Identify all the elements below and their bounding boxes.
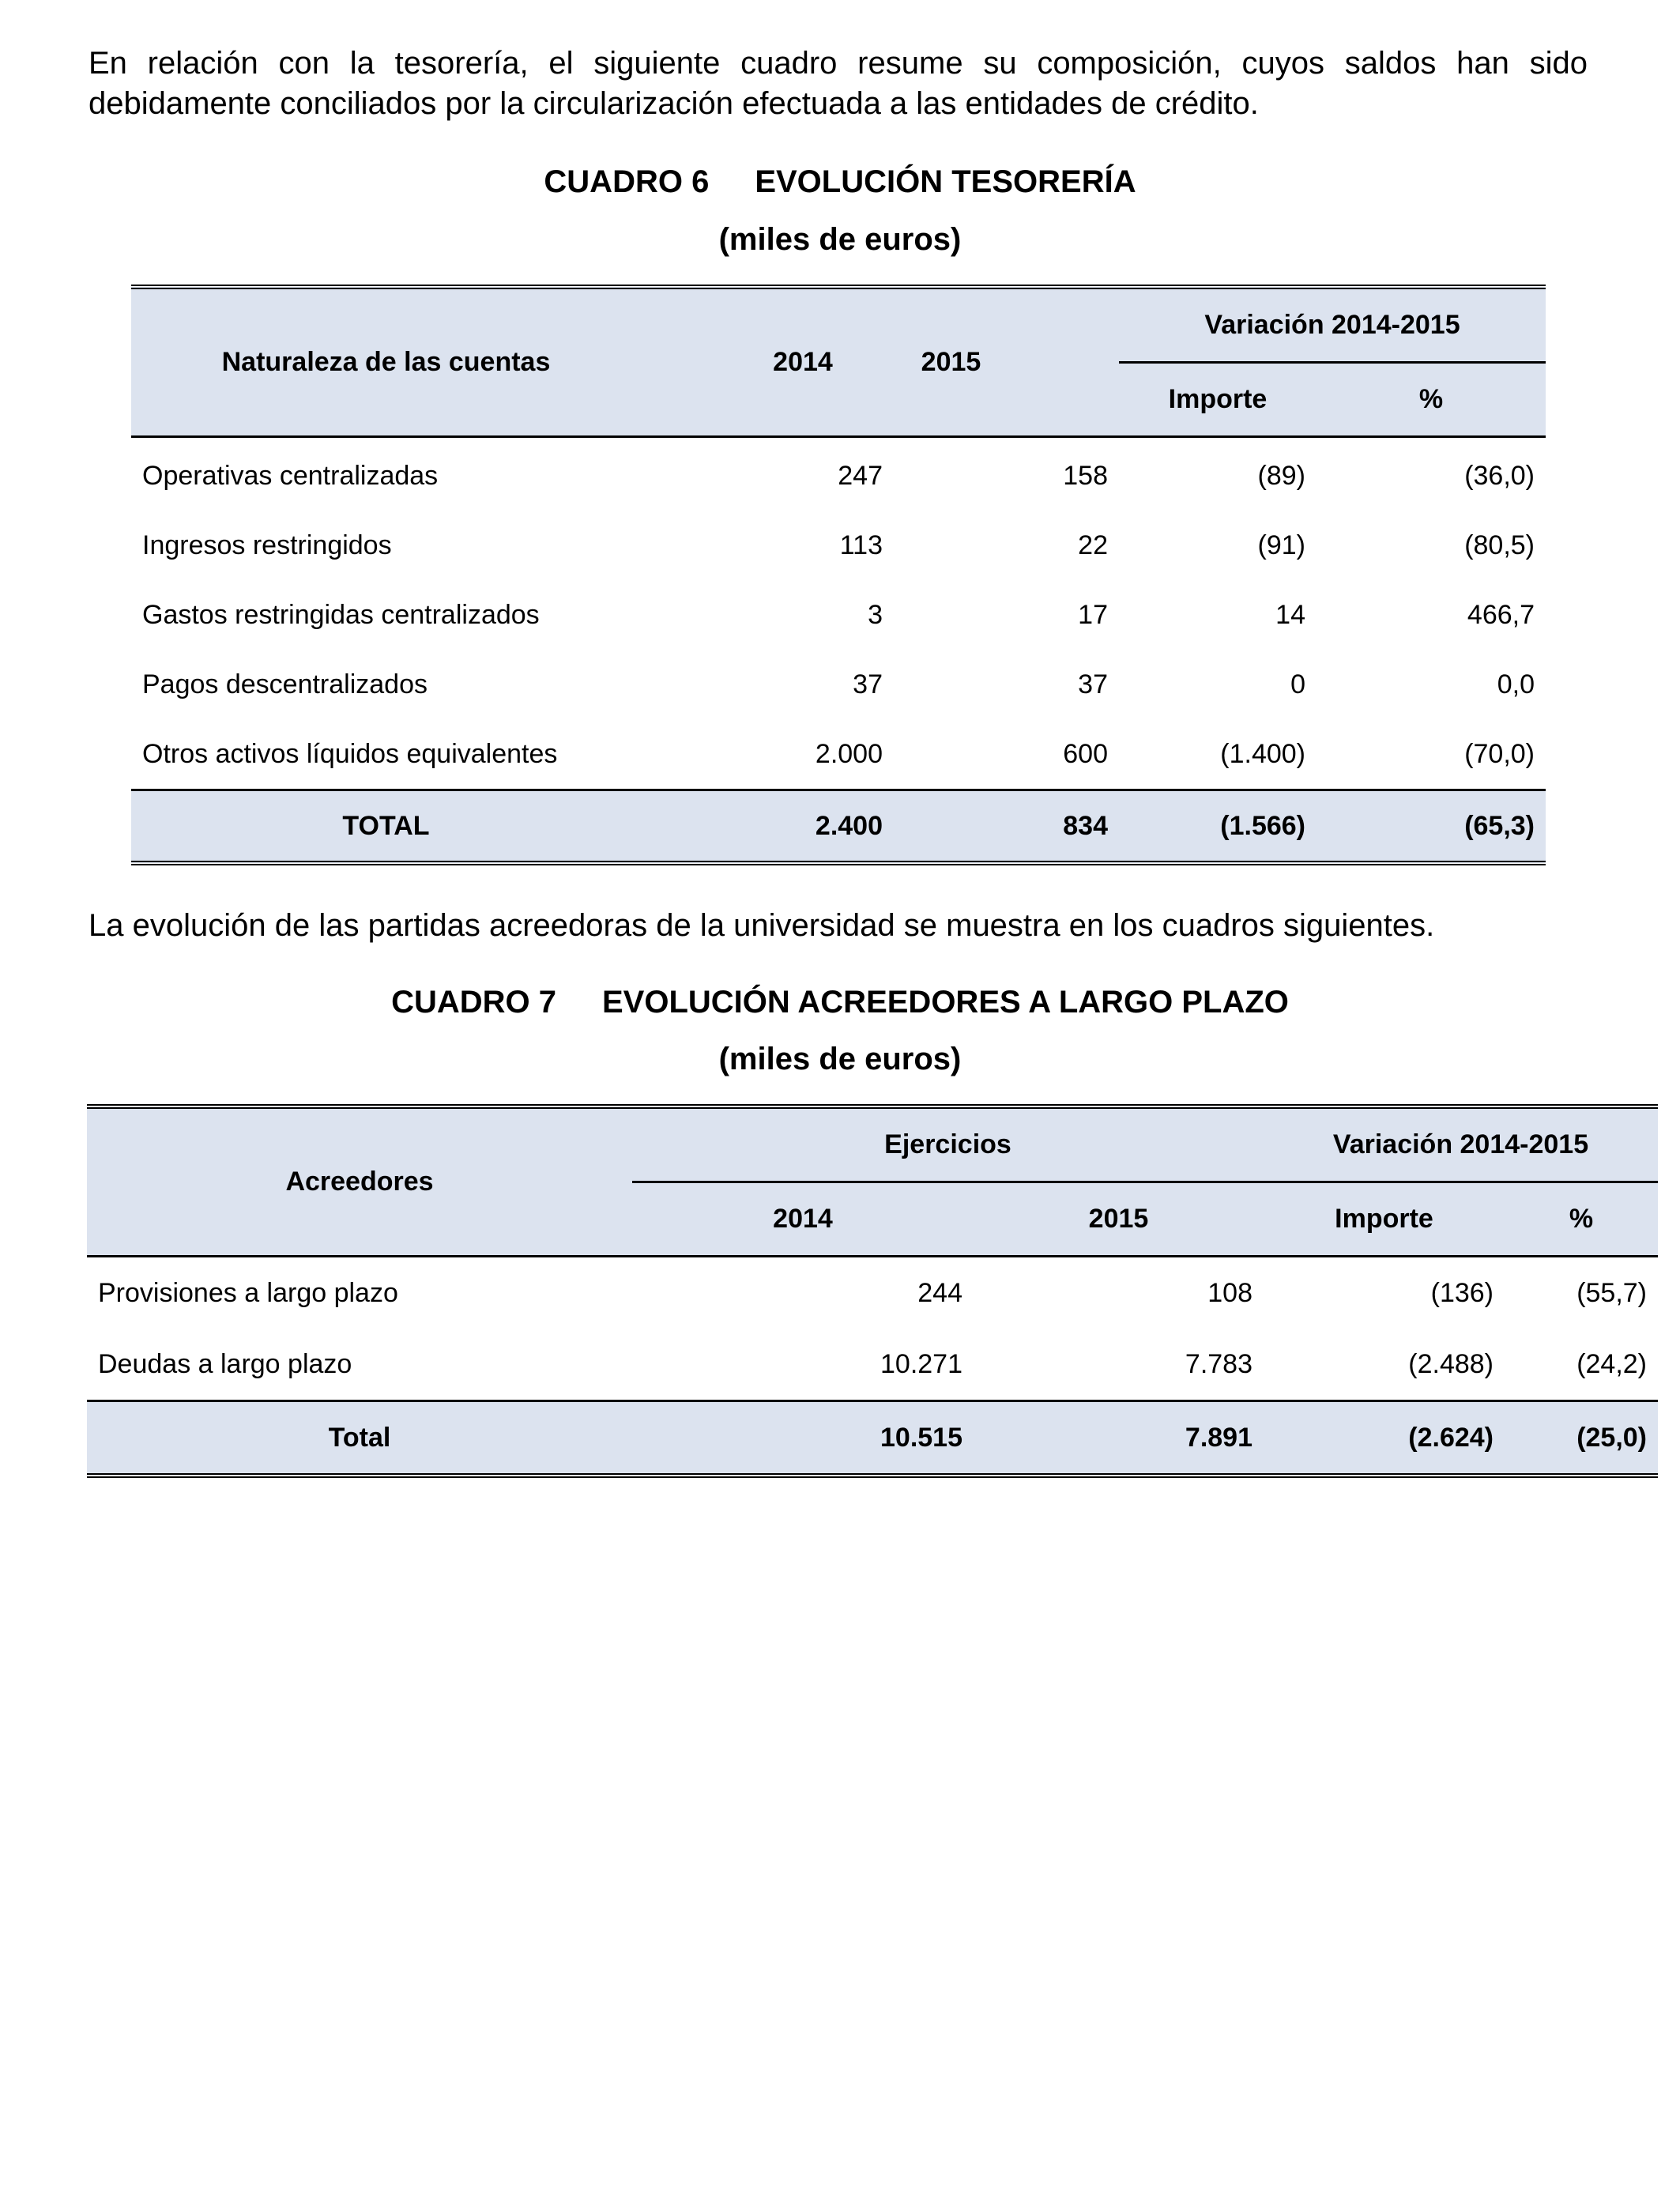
- row-percent: 0,0: [1497, 669, 1535, 699]
- table-row: [131, 511, 1546, 580]
- cuadro6-header-amount: Importe: [1119, 363, 1317, 437]
- total-label: Total: [87, 1401, 632, 1476]
- row-2015: 108: [1207, 1277, 1252, 1308]
- table-row: [131, 719, 1546, 790]
- row-2015: 158: [1063, 460, 1108, 491]
- cuadro6-unit: (miles de euros): [718, 222, 962, 257]
- row-2014: 2.000: [815, 738, 883, 769]
- total-row: [87, 1401, 1658, 1476]
- transition-paragraph: La evolución de las partidas acreedoras de la universidad se muestra en los cuadros siguientes.: [89, 908, 1435, 943]
- total-percent: (25,0): [1505, 1401, 1658, 1476]
- row-percent: (55,7): [1576, 1277, 1648, 1308]
- total-percent: (65,3): [1317, 790, 1546, 864]
- row-percent: (36,0): [1464, 460, 1535, 491]
- cuadro7-header-2015: 2015: [974, 1182, 1264, 1257]
- row-amount: 14: [1275, 599, 1305, 630]
- row-label: Ingresos restringidos: [142, 530, 392, 560]
- cuadro7-table: [87, 1104, 1658, 1478]
- cuadro7-header-2014: 2014: [632, 1182, 974, 1257]
- row-amount: 0: [1290, 669, 1305, 699]
- total-2015: 7.891: [974, 1401, 1264, 1476]
- cuadro7-title: EVOLUCIÓN ACREEDORES A LARGO PLAZO: [601, 985, 1289, 1020]
- cuadro6-header-2014: 2014: [641, 287, 894, 437]
- total-2014: 10.515: [632, 1401, 974, 1476]
- cuadro6-header-variation: Variación 2014-2015: [1119, 287, 1546, 363]
- total-2014: 2.400: [641, 790, 894, 864]
- table-row: [131, 437, 1546, 511]
- row-2015: 22: [1078, 530, 1108, 560]
- row-amount: (136): [1430, 1277, 1494, 1308]
- cuadro7-header-exercises: Ejercicios: [632, 1106, 1264, 1182]
- cuadro7-header-amount: Importe: [1264, 1182, 1505, 1257]
- row-percent: (24,2): [1576, 1348, 1648, 1379]
- table-row: [87, 1329, 1658, 1401]
- intro-paragraph: En relación con la tesorería, el siguiente cuadro resume su composición, cuyos saldos han sido debidamente conciliados por la circularización efectuada a las entidades de crédito.: [89, 46, 1588, 121]
- cuadro6-table: [131, 285, 1546, 865]
- cuadro7-unit: (miles de euros): [718, 1042, 962, 1076]
- cuadro7-number: CUADRO 7: [391, 985, 556, 1020]
- row-label: Otros activos líquidos equivalentes: [142, 738, 558, 769]
- row-percent: (70,0): [1464, 738, 1535, 769]
- total-amount: (2.624): [1264, 1401, 1505, 1476]
- total-2015: 834: [894, 790, 1119, 864]
- row-2015: 7.783: [1185, 1348, 1252, 1379]
- row-2014: 247: [838, 460, 883, 491]
- row-2015: 17: [1078, 599, 1108, 630]
- cuadro6-header-percent: %: [1317, 363, 1546, 437]
- table-row: [131, 650, 1546, 719]
- row-2014: 244: [917, 1277, 962, 1308]
- cuadro7-header-row: [87, 1106, 1658, 1182]
- row-amount: (1.400): [1220, 738, 1305, 769]
- total-label: TOTAL: [131, 790, 641, 864]
- row-2015: 37: [1078, 669, 1108, 699]
- cuadro6-header-nature: Naturaleza de las cuentas: [131, 287, 641, 437]
- row-2014: 10.271: [880, 1348, 962, 1379]
- row-2014: 37: [853, 669, 883, 699]
- row-label: Provisiones a largo plazo: [98, 1277, 398, 1308]
- cuadro7-header-creditors: Acreedores: [87, 1106, 632, 1257]
- cuadro7-header-percent: %: [1505, 1182, 1658, 1257]
- row-amount: (2.488): [1408, 1348, 1494, 1379]
- row-label: Deudas a largo plazo: [98, 1348, 352, 1379]
- total-row: [131, 790, 1546, 864]
- row-label: Operativas centralizadas: [142, 460, 439, 491]
- cuadro6-title: EVOLUCIÓN TESORERÍA: [755, 164, 1136, 199]
- row-amount: (89): [1257, 460, 1305, 491]
- row-amount: (91): [1257, 530, 1305, 560]
- row-percent: (80,5): [1464, 530, 1535, 560]
- cuadro6-header-row: [131, 287, 1546, 363]
- cuadro6-caption: [0, 162, 1680, 202]
- row-label: Gastos restringidas centralizados: [142, 599, 540, 630]
- table-row: [87, 1257, 1658, 1329]
- row-label: Pagos descentralizados: [142, 669, 428, 699]
- cuadro6-header-2015: 2015: [894, 287, 1119, 437]
- row-2014: 3: [868, 599, 883, 630]
- cuadro7-caption: [0, 982, 1680, 1022]
- total-amount: (1.566): [1119, 790, 1317, 864]
- cuadro6-number: CUADRO 6: [544, 164, 710, 199]
- row-2014: 113: [839, 530, 883, 560]
- row-2015: 600: [1063, 738, 1108, 769]
- cuadro7-header-variation: Variación 2014-2015: [1264, 1106, 1658, 1182]
- table-row: [131, 580, 1546, 650]
- row-percent: 466,7: [1467, 599, 1535, 630]
